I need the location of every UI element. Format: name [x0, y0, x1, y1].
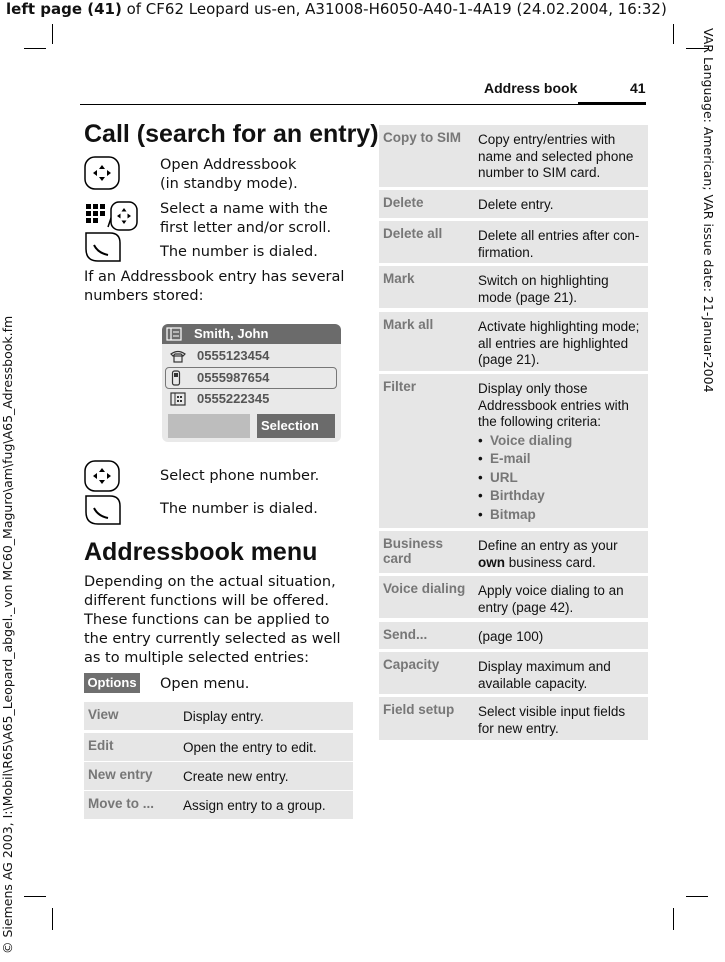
option-row-field-setup[interactable] — [379, 697, 648, 740]
running-header-title: Address book — [484, 80, 578, 96]
phone-number: 0555222345 — [197, 391, 270, 406]
option-description: Select visible input fields for new entry. — [478, 704, 626, 736]
number-row-office[interactable] — [166, 389, 336, 409]
option-description: Activate highlighting mode; all entries are highlighted (page 21). — [478, 319, 640, 367]
filter-criterion: • URL — [478, 469, 518, 485]
option-label: New entry — [88, 767, 153, 782]
option-description: Delete entry. — [478, 197, 554, 212]
option-row-capacity[interactable] — [379, 652, 648, 694]
addressbook-icon — [166, 327, 182, 341]
navigation-key-icon — [84, 156, 120, 190]
crop-mark — [52, 24, 53, 44]
navigation-key-icon — [110, 201, 138, 231]
step-number-dialed: The number is dialed. — [160, 244, 318, 260]
call-key-icon — [84, 494, 122, 526]
option-row-mark[interactable] — [379, 266, 648, 308]
option-row-filter[interactable] — [379, 374, 648, 528]
step-number-dialed-2: The number is dialed. — [160, 501, 318, 517]
contact-name: Smith, John — [194, 326, 269, 341]
option-description: Display only those Addressbook entries with the following criteria: • Voice dialing • E-mail • URL • Birthday • Bitmap — [478, 381, 629, 522]
option-label: Move to ... — [88, 796, 155, 811]
option-description: Apply voice dialing to an entry (page 42). — [478, 583, 624, 615]
page-number: 41 — [630, 80, 646, 96]
header-rule — [80, 104, 646, 105]
option-label: Field setup — [383, 702, 455, 717]
step-select-phone-number: Select phone number. — [160, 468, 320, 484]
header-rule-thick — [578, 102, 646, 104]
number-row-home[interactable] — [166, 346, 336, 366]
option-label: Edit — [88, 738, 114, 753]
option-label: Delete — [383, 195, 424, 210]
option-row-move-to[interactable] — [84, 791, 353, 819]
crop-mark — [24, 48, 46, 49]
option-row-edit[interactable] — [84, 733, 353, 761]
options-softkey[interactable]: Options — [84, 673, 140, 693]
option-row-send[interactable] — [379, 622, 648, 649]
section-title-call: Call (search for an entry) — [84, 120, 379, 148]
option-row-copy-to-sim[interactable] — [379, 125, 648, 187]
paragraph-menu-intro: Depending on the actual situation, different functions will be offered. These functions can be applied to the entry currently selected as well as to multiple selected entries: — [84, 574, 341, 666]
option-description: Define an entry as your own business card. — [478, 538, 618, 570]
phone-display — [162, 324, 341, 442]
filter-criterion: • Voice dialing — [478, 432, 573, 448]
option-label: Voice dialing — [383, 581, 466, 596]
paragraph-several-numbers: If an Addressbook entry has several numbers stored: — [84, 269, 345, 304]
phone-number: 0555123454 — [197, 348, 270, 363]
display-title-bar — [162, 324, 341, 344]
mobile-phone-icon — [171, 370, 181, 386]
option-description: Open the entry to edit. — [183, 740, 317, 755]
option-label: Capacity — [383, 657, 440, 672]
option-label: Delete all — [383, 226, 443, 241]
option-row-business-card[interactable] — [379, 531, 648, 573]
crop-mark — [686, 896, 708, 897]
home-phone-icon — [169, 349, 187, 363]
option-row-view[interactable] — [84, 702, 353, 730]
crop-mark — [673, 908, 674, 930]
step-open-addressbook: Open Addressbook (in standby mode). — [160, 157, 298, 192]
option-label: View — [88, 707, 119, 722]
option-description: Display entry. — [183, 709, 264, 724]
right-margin-note: VAR Language: American; VAR issue date: 21-Januar-2004 — [701, 28, 716, 393]
option-description: Assign entry to a group. — [183, 798, 326, 813]
option-description: Copy entry/entries with name and selected phone number to SIM card. — [478, 132, 634, 180]
filter-criterion: • Bitmap — [478, 506, 536, 522]
option-row-new-entry[interactable] — [84, 762, 353, 790]
option-description: Delete all entries after con- firmation. — [478, 228, 640, 260]
number-row-mobile-selected[interactable] — [165, 367, 337, 389]
option-label: Filter — [383, 379, 417, 394]
crop-mark — [673, 24, 674, 44]
option-row-mark-all[interactable] — [379, 312, 648, 371]
option-label: Send... — [383, 627, 428, 642]
option-label: Copy to SIM — [383, 130, 461, 145]
option-description: Switch on highlighting mode (page 21). — [478, 273, 609, 305]
option-label: Mark all — [383, 317, 434, 332]
option-label: Mark — [383, 271, 415, 286]
call-key-icon — [84, 231, 122, 263]
print-meta-line: left page (41) of CF62 Leopard us-en, A31008-H6050-A40-1-4A19 (24.02.2004, 16:32) — [6, 0, 667, 18]
phone-number: 0555987654 — [197, 370, 270, 385]
selection-softkey[interactable]: Selection — [257, 414, 335, 438]
option-row-delete-all[interactable] — [379, 221, 648, 263]
option-description: Create new entry. — [183, 769, 289, 784]
section-title-addressbook-menu: Addressbook menu — [84, 538, 318, 566]
office-phone-icon — [169, 392, 187, 406]
option-row-delete[interactable] — [379, 190, 648, 218]
options-description: Open menu. — [160, 676, 250, 692]
option-description: Display maximum and available capacity. — [478, 659, 611, 691]
crop-mark — [52, 908, 53, 930]
left-softkey[interactable] — [168, 414, 250, 438]
option-row-voice-dialing[interactable] — [379, 576, 648, 618]
crop-mark — [24, 896, 46, 897]
filter-criterion: • Birthday — [478, 488, 545, 503]
option-label: Business card — [383, 536, 444, 566]
step-select-name: Select a name with the first letter and/or scroll. — [160, 201, 332, 236]
navigation-key-icon — [84, 460, 120, 492]
filter-criterion: • E-mail — [478, 451, 531, 466]
option-description: (page 100) — [478, 629, 544, 644]
